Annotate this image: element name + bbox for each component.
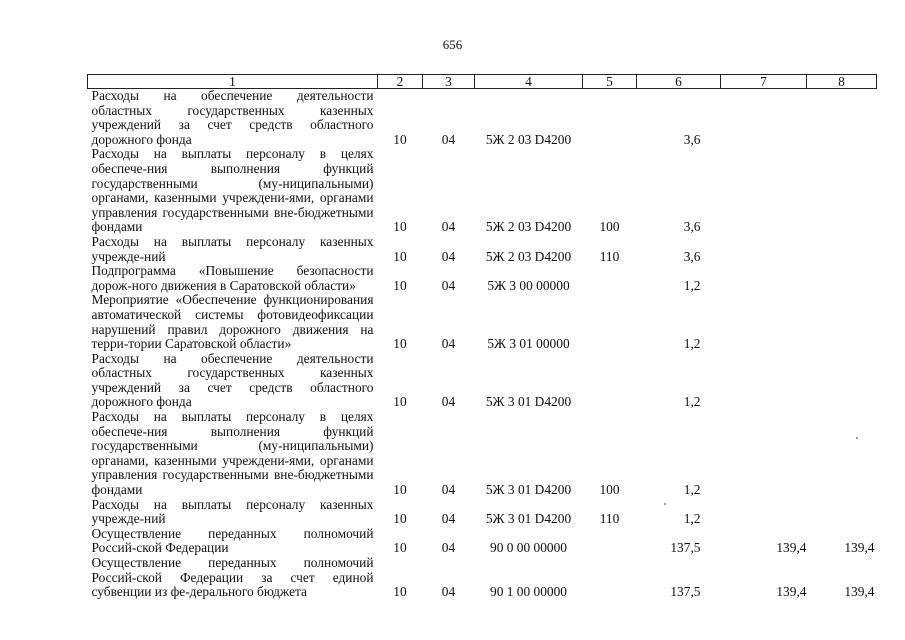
row-amount-col6: 3,6 [683,131,701,147]
row-amount-col7 [721,352,807,410]
table-row [88,410,877,498]
row-amount-col8: 139,4 [844,540,875,556]
row-name: Осуществление переданных полномочий Россий-ской Федерации [91,525,374,556]
row-section: 10 [393,277,407,293]
row-name: Расходы на выплаты персоналу в целях обеспече-ния выполнения функций государственными (му-ниципальными) органами, казенными учреждени-ями, органами управления государственными вне-бюджетными фондами [91,409,374,498]
row-amount-col6: 1,2 [683,394,701,410]
row-amount-col6: 1,2 [683,511,701,527]
column-header-4: 4 [475,75,583,89]
row-amount-col7 [721,264,807,293]
row-name: Расходы на выплаты персоналу казенных учрежде-ний [91,496,374,527]
row-amount-col8 [807,498,877,527]
row-subsection: 04 [441,219,456,235]
row-subsection: 04 [441,394,456,410]
row-target-code: 5Ж 3 00 00000 [487,277,570,293]
table-row [88,498,877,527]
row-amount-col7 [721,498,807,527]
table-row [88,293,877,351]
row-amount-col8 [807,264,877,293]
row-target-code: 5Ж 3 01 D4200 [485,394,572,410]
row-target-code: 5Ж 3 01 D4200 [485,511,572,527]
row-name: Расходы на обеспечение деятельности областных государственных казенных учреждений за счет средств областного дорожного фонда [91,88,374,147]
row-subsection: 04 [441,336,456,352]
column-header-5: 5 [583,75,637,89]
row-amount-col8 [807,147,877,235]
row-amount-col6: 3,6 [683,219,701,235]
table-row [88,527,877,556]
column-header-2: 2 [378,75,423,89]
table-row [88,556,877,600]
row-section: 10 [393,248,407,264]
row-section: 10 [393,219,407,235]
row-subsection: 04 [441,511,456,527]
row-name: Расходы на обеспечение деятельности областных государственных казенных учреждений за счет средств областного дорожного фонда [91,350,374,410]
row-subsection: 04 [441,277,456,293]
column-header-3: 3 [423,75,475,89]
table-row [88,235,877,264]
row-target-code: 90 1 00 00000 [490,584,567,600]
row-amount-col8 [807,352,877,410]
row-name: Расходы на выплаты персоналу в целях обеспече-ния выполнения функций государственными (му-ниципальными) органами, казенными учреждени-ями, органами управления государственными вне-бюджетными фондами [91,146,374,235]
row-name: Мероприятие «Обеспечение функционирования автоматической системы фотовидеофиксации нарушений правил дорожного движения на терри-тории Саратовской области» [91,292,374,352]
row-expense-type [583,293,637,351]
row-section: 10 [393,394,407,410]
row-section: 10 [393,336,407,352]
row-expense-type: 110 [599,511,620,527]
column-header-1: 1 [88,75,378,89]
row-section: 10 [393,511,407,527]
row-subsection: 04 [441,584,456,600]
row-expense-type: 110 [599,248,620,264]
row-amount-col8 [807,293,877,351]
table-row [88,89,877,148]
row-amount-col6: 137,5 [670,584,701,600]
row-section: 10 [393,131,407,147]
table-row [88,264,877,293]
row-amount-col6: 137,5 [670,540,701,556]
row-expense-type [583,352,637,410]
row-amount-col7 [721,410,807,498]
row-target-code: 5Ж 3 01 D4200 [485,482,572,498]
row-target-code: 90 0 00 00000 [490,540,567,556]
row-expense-type [583,89,637,148]
row-target-code: 5Ж 2 03 D4200 [485,248,572,264]
row-section: 10 [393,584,407,600]
row-amount-col8 [807,89,877,148]
scan-speck [856,437,858,439]
row-amount-col7 [721,89,807,148]
column-header-8: 8 [807,75,877,89]
row-expense-type [583,556,637,600]
row-name: Осуществление переданных полномочий Россий-ской Федерации за счет единой субвенции из фе-дерального бюджета [91,555,374,600]
column-header-6: 6 [637,75,721,89]
row-expense-type: 100 [599,219,620,235]
row-amount-col7: 139,4 [776,584,807,600]
row-expense-type [583,264,637,293]
column-header-7: 7 [721,75,807,89]
row-expense-type: 100 [599,482,620,498]
row-name: Расходы на выплаты персоналу казенных учрежде-ний [91,233,374,264]
row-amount-col6: 1,2 [683,277,701,293]
row-amount-col6: 1,2 [683,336,701,352]
row-subsection: 04 [441,540,456,556]
row-amount-col8 [807,410,877,498]
row-target-code: 5Ж 2 03 D4200 [485,219,572,235]
row-section: 10 [393,482,407,498]
row-target-code: 5Ж 2 03 D4200 [485,131,572,147]
table-row [88,147,877,235]
page-number: 656 [442,37,463,52]
row-section: 10 [393,540,407,556]
row-amount-col8: 139,4 [844,584,875,600]
budget-table [87,74,877,600]
row-subsection: 04 [441,131,456,147]
row-subsection: 04 [441,248,456,264]
row-amount-col7 [721,235,807,264]
row-amount-col6: 1,2 [683,482,701,498]
header-row [88,75,877,89]
row-expense-type [583,527,637,556]
row-subsection: 04 [441,482,456,498]
scan-speck [664,503,666,505]
row-amount-col6: 3,6 [683,248,701,264]
row-amount-col8 [807,235,877,264]
row-target-code: 5Ж 3 01 00000 [487,336,570,352]
row-name: Подпрограмма «Повышение безопасности дорож-ного движения в Саратовской области» [91,263,374,293]
row-amount-col7 [721,293,807,351]
table-row [88,352,877,410]
row-amount-col7 [721,147,807,235]
row-amount-col7: 139,4 [776,540,807,556]
